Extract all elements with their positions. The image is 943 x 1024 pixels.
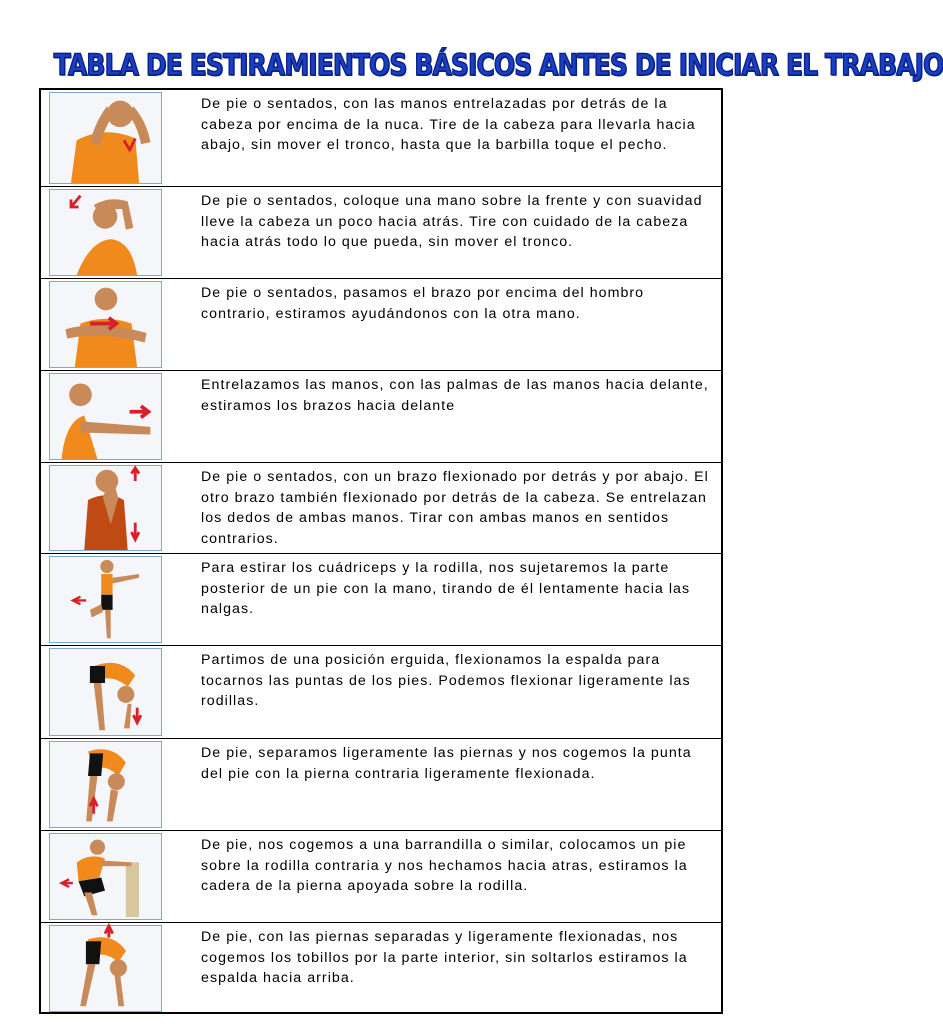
- table-row: [41, 463, 721, 554]
- stretch-table: [39, 88, 723, 1014]
- stretch-illustration: [49, 281, 162, 368]
- table-row: [41, 187, 721, 279]
- stretch-illustration: [49, 925, 162, 1012]
- stretch-illustration: [49, 465, 162, 551]
- quadriceps-stretch-icon: [50, 557, 161, 642]
- table-row: [41, 279, 721, 371]
- stretch-description: Entrelazamos las manos, con las palmas de las manos hacia delante, estiramos los brazos hacia delante: [201, 377, 709, 414]
- table-row: [41, 923, 721, 1014]
- stretch-illustration: [49, 648, 162, 736]
- stretch-description: De pie o sentados, con las manos entrelazadas por detrás de la cabeza por encima de la nuca. Tire de la cabeza para llevarla hacia abajo, sin mover el tronco, hasta que la barbilla toque el pecho.: [201, 96, 696, 154]
- hip-railing-stretch-icon: [50, 834, 161, 919]
- stretch-description: De pie o sentados, coloque una mano sobre la frente y con suavidad lleve la cabeza un poco hacia atrás. Tire con cuidado de la cabeza hacia atrás todo lo que pueda, sin mover el tronco.: [201, 193, 703, 251]
- stretch-description: De pie, nos cogemos a una barrandilla o similar, colocamos un pie sobre la rodilla contraria y nos hechamos hacia atras, estiramos la cadera de la pierna apoyada sobre la rodilla.: [201, 837, 688, 895]
- stretch-description: Partimos de una posición erguida, flexionamos la espalda para tocarnos las puntas de los pies. Podemos flexionar ligeramente las rodillas.: [201, 652, 691, 710]
- stretch-description: De pie o sentados, pasamos el brazo por encima del hombro contrario, estiramos ayudándonos con la otra mano.: [201, 285, 645, 322]
- table-row: [41, 554, 721, 646]
- stretch-illustration: [49, 833, 162, 920]
- back-hand-clasp-stretch-icon: [50, 466, 161, 550]
- ankle-grab-back-stretch-icon: [50, 926, 161, 1011]
- neck-extension-stretch-icon: [50, 190, 161, 275]
- stretch-illustration: [49, 373, 162, 460]
- foot-grab-stretch-icon: [50, 742, 161, 827]
- table-row: [41, 739, 721, 831]
- table-row: [41, 646, 721, 739]
- stretch-description: Para estirar los cuádriceps y la rodilla, nos sujetaremos la parte posterior de un pie con la mano, tirando de él lentamente hacia las nalgas.: [201, 560, 691, 618]
- stretch-illustration: [49, 92, 162, 184]
- neck-flexion-stretch-icon: [50, 93, 161, 183]
- table-row: [41, 90, 721, 187]
- table-row: [41, 831, 721, 923]
- stretch-description: De pie o sentados, con un brazo flexionado por detrás y por abajo. El otro brazo también flexionado por detrás de la cabeza. Se entrelazan los dedos de ambas manos. Tirar con ambas manos en sentidos contrarios.: [201, 469, 709, 547]
- stretch-description: De pie, con las piernas separadas y ligeramente flexionadas, nos cogemos los tobillos por la parte interior, sin soltarlos estiramos la espalda hacia arriba.: [201, 929, 688, 987]
- toe-touch-stretch-icon: [50, 649, 161, 735]
- table-row: [41, 371, 721, 463]
- stretch-illustration: [49, 189, 162, 276]
- stretch-illustration: [49, 556, 162, 643]
- page-title: TABLA DE ESTIRAMIENTOS BÁSICOS ANTES DE INICIAR EL TRABAJO: [53, 48, 943, 82]
- shoulder-cross-stretch-icon: [50, 282, 161, 367]
- arms-forward-stretch-icon: [50, 374, 161, 459]
- stretch-illustration: [49, 741, 162, 828]
- stretch-description: De pie, separamos ligeramente las piernas y nos cogemos la punta del pie con la pierna contraria ligeramente flexionada.: [201, 745, 692, 782]
